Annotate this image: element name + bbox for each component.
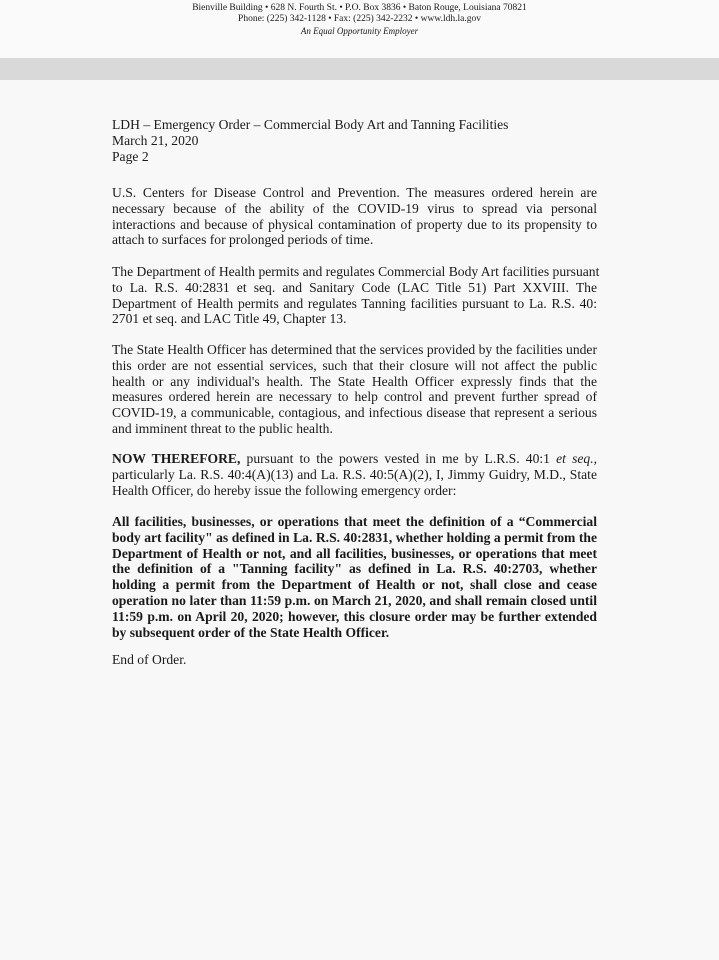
paragraph-1: U.S. Centers for Disease Control and Prevention. The measures ordered herein are necessary because of the ability of the COVID-19 virus to spread via personal interactions and because of physical contamination of property due to its propensity to attach to surfaces for prolonged periods of time. (112, 185, 597, 248)
paragraph-2: The Department of Health permits and regulates Commercial Body Art facilities pursuant to La. R.S. 40:2831 et seq. and Sanitary Code (LAC Title 51) Part XXVIII. The Department of Health permits and regulates Tanning facilities pursuant to La. R.S. 40: 2701 et seq. and LAC Title 49, Chapter 13. (112, 264, 600, 327)
header-page: Page 2 (112, 148, 149, 164)
header-date: March 21, 2020 (112, 132, 199, 148)
document-header (112, 117, 597, 164)
order-paragraph: All facilities, businesses, or operations that meet the definition of a “Commercial body art facility" as defined in La. R.S. 40:2831, whether holding a permit from the Department of Health or not, and all facilities, businesses, or operations that meet the definition of a "Tanning facility" as defined in La. R.S. 40:2703, whether holding a permit from the Department of Health or not, shall close and cease operation no later than 11:59 p.m. on March 21, 2020, and shall remain closed until 11:59 p.m. on April 20, 2020; however, this closure order may be further extended by subsequent order of the State Health Officer. (112, 514, 597, 640)
letterhead-tagline: An Equal Opportunity Employer (300, 26, 419, 36)
header-title: LDH – Emergency Order – Commercial Body Art and Tanning Facilities (112, 117, 509, 132)
now-therefore: NOW THEREFORE, (112, 451, 241, 466)
paragraph-4: NOW THEREFORE, pursuant to the powers vested in me by L.R.S. 40:1 et seq., particularly La. R.S. 40:4(A)(13) and La. R.S. 40:5(A)(2), I, Jimmy Guidry, M.D., State Health Officer, do hereby issue the following emergency order: (112, 451, 597, 498)
closing: End of Order. (112, 652, 187, 667)
letterhead-contact: Phone: (225) 342-1128 • Fax: (225) 342-2232 • www.ldh.la.gov (238, 14, 481, 24)
previous-page (0, 0, 719, 58)
letterhead-address: Bienville Building • 628 N. Fourth St. • P.O. Box 3836 • Baton Rouge, Louisiana 70821 (192, 3, 527, 13)
paragraph-3: The State Health Officer has determined that the services provided by the facilities under this order are not essential services, such that their closure will not affect the public health or any individual's health. The State Health Officer expressly finds that the measures ordered herein are necessary to help control and prevent further spread of COVID-19, a communicable, contagious, and infectious disease that represent a serious and imminent threat to the public health. (112, 342, 597, 436)
